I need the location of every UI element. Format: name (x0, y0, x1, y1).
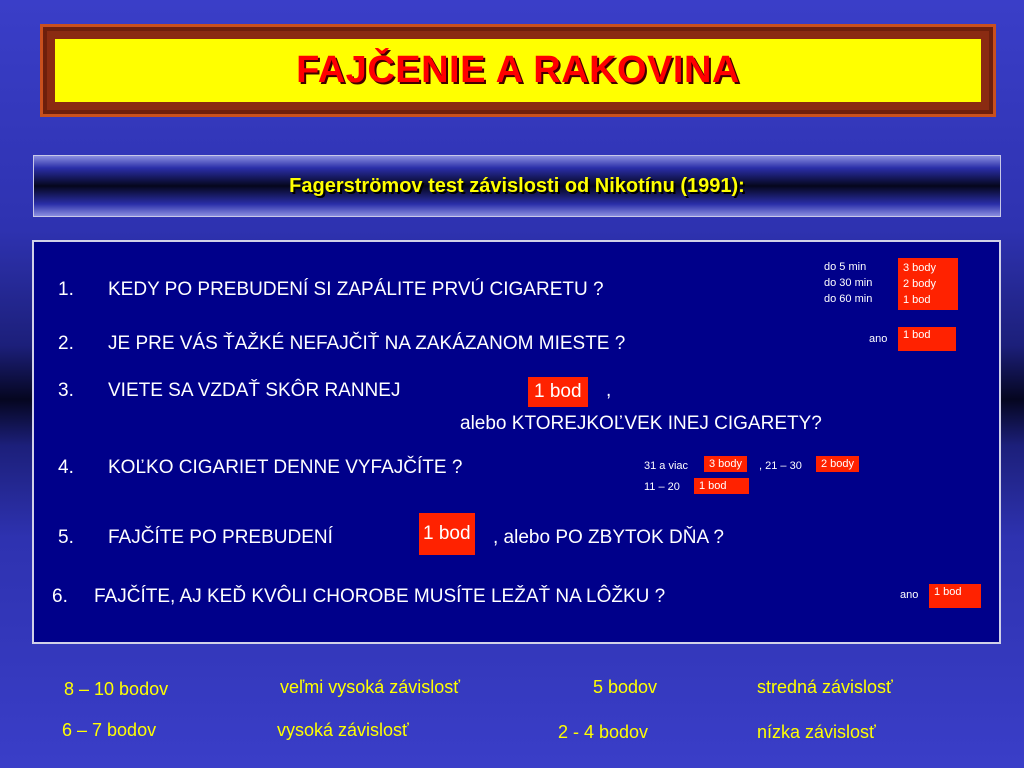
q4-score-label-a: 31 a viac (644, 460, 689, 472)
question-number: 1. (58, 279, 74, 300)
q3-comma: , (606, 380, 612, 401)
subtitle-banner (33, 155, 1001, 217)
question-text: KEDY PO PREBUDENÍ SI ZAPÁLITE PRVÚ CIGARETU ? (108, 279, 604, 300)
legend-desc-3: stredná závislosť (757, 677, 893, 697)
question-number: 3. (58, 380, 74, 401)
question-5-continuation: , alebo PO ZBYTOK DŇA ? (493, 527, 724, 548)
q1-score-box (898, 258, 958, 310)
question-5 (58, 527, 333, 549)
q1-score-label-1: do 5 min (824, 261, 867, 273)
question-text: KOĽKO CIGARIET DENNE VYFAJČÍTE ? (108, 457, 463, 478)
q5-score-tag: 1 bod (419, 513, 475, 555)
legend-range-2: 6 – 7 bodov (62, 720, 157, 740)
legend-range-1: 8 – 10 bodov (64, 679, 169, 699)
question-1 (58, 279, 604, 301)
q1-score-points-3: 1 bod (903, 294, 931, 306)
q4-score-points-a: 3 body (704, 456, 747, 472)
q4-score-points-b: 2 body (816, 456, 859, 472)
q1-score-label-3: do 60 min (824, 293, 873, 305)
question-text: FAJČÍTE, AJ KEĎ KVÔLI CHOROBE MUSÍTE LEŽAŤ NA LÔŽKU ? (94, 586, 666, 607)
question-text: JE PRE VÁS ŤAŽKÉ NEFAJČIŤ NA ZAKÁZANOM MIESTE ? (108, 333, 626, 354)
subtitle: Fagerströmov test závislosti od Nikotínu (1991): (289, 174, 745, 197)
question-number: 6. (52, 586, 68, 607)
q2-score-points: 1 bod (898, 327, 956, 351)
q4-score-label-b: , 21 – 30 (759, 460, 802, 472)
question-2 (58, 333, 625, 355)
q1-score-points-2: 2 body (903, 278, 937, 290)
q4-score-points-c: 1 bod (694, 478, 749, 494)
question-6 (52, 586, 665, 608)
title-plaque-inner (55, 39, 981, 102)
page-title: FAJČENIE A RAKOVINA (296, 49, 740, 91)
question-number: 5. (58, 527, 74, 548)
question-3 (58, 380, 400, 402)
question-number: 4. (58, 457, 74, 478)
question-text: FAJČÍTE PO PREBUDENÍ (108, 527, 333, 548)
q6-score-label: ano (900, 589, 919, 601)
legend-desc-4: nízka závislosť (757, 722, 876, 742)
legend-desc-2: vysoká závislosť (277, 720, 409, 740)
q1-score-points-1: 3 body (903, 262, 937, 274)
questions-panel (32, 240, 1001, 644)
q2-score-label: ano (869, 333, 888, 345)
q3-score-tag: 1 bod (528, 377, 588, 407)
legend-range-4: 2 - 4 bodov (558, 722, 649, 742)
legend-desc-1: veľmi vysoká závislosť (280, 677, 461, 697)
question-3-continuation: alebo KTOREJKOĽVEK INEJ CIGARETY? (460, 413, 822, 434)
question-4 (58, 457, 462, 479)
title-plaque (40, 24, 996, 117)
question-text: VIETE SA VZDAŤ SKÔR RANNEJ (108, 380, 401, 401)
q6-score-points: 1 bod (929, 584, 981, 608)
legend-range-3: 5 bodov (593, 677, 658, 697)
question-number: 2. (58, 333, 74, 354)
q1-score-label-2: do 30 min (824, 277, 873, 289)
q4-score-label-c: 11 – 20 (644, 481, 680, 493)
